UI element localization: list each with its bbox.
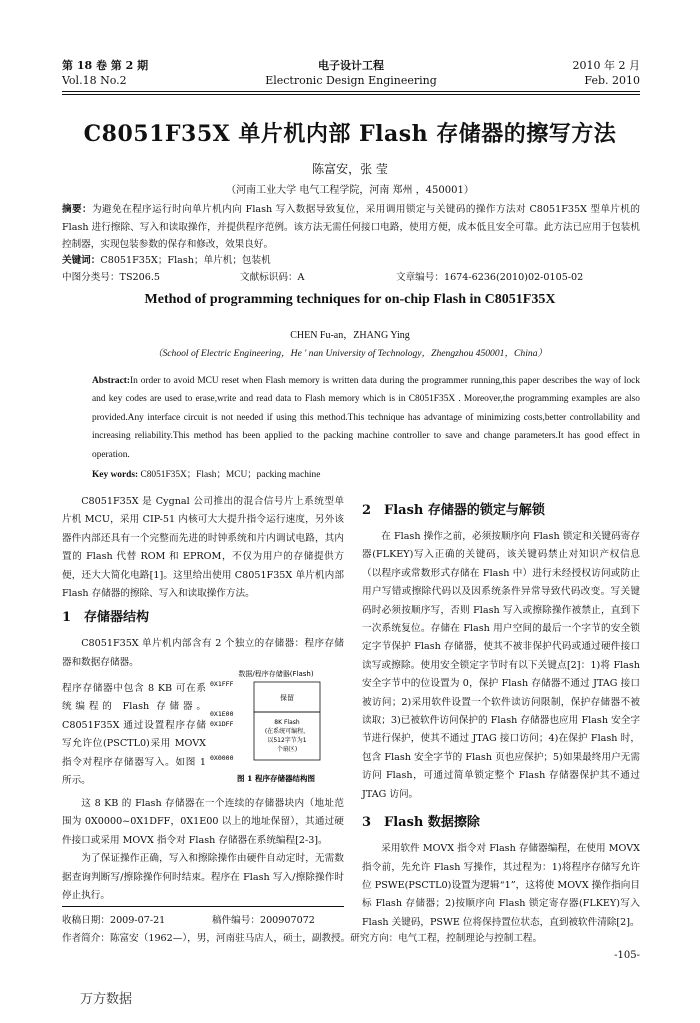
section-1-title: 存储器结构 bbox=[84, 610, 150, 626]
abstract-cn-label: 摘要： bbox=[62, 204, 93, 215]
keywords-en bbox=[92, 466, 640, 480]
affiliation-cn: （河南工业大学 电气工程学院，河南 郑州 ，450001） bbox=[226, 185, 474, 196]
abstract-cn bbox=[62, 201, 640, 254]
section-1-paragraph-2: 这 8 KB 的 Flash 存储器在一个连续的存储器块内（地址范围为 0X0000~0X1DFF，0X1E00 以上的地址保留），其通过硬件接口或采用 MOVX 指令对 Flash 存储器在系统编程[2-3]。 bbox=[62, 798, 344, 846]
section-3-title: Flash 数据擦除 bbox=[384, 815, 480, 831]
reserved-label: 保留 bbox=[280, 694, 294, 702]
received-date: 收稿日期：2009-07-21 bbox=[62, 915, 166, 926]
title-cn: C8051F35X 单片机内部 Flash 存储器的擦写方法 bbox=[83, 121, 617, 147]
affiliation-en: （School of Electric Engineering，He ' nan University of Technology，Zhengzhou 450001，China） bbox=[152, 348, 548, 359]
section-1-paragraph-3: 为了保证操作正确，写入和擦除操作由硬件自动定时，无需数据查询判断写/擦除操作何时结束。程序在 Flash 写入/擦除操作时停止执行。 bbox=[62, 853, 344, 902]
right-column bbox=[362, 496, 640, 932]
author-bio: 作者简介：陈富安（1962—），男，河南驻马店人，硕士，副教授。研究方向：电气工程，控制理论与控制工程。 bbox=[62, 933, 543, 944]
article-number: 文章编号：1674-6236(2010)02-0105-02 bbox=[396, 272, 584, 283]
addr-1fff: 0X1FFF bbox=[210, 680, 234, 688]
watermark: 万方数据 bbox=[80, 992, 133, 1007]
section-2-heading bbox=[362, 500, 640, 522]
journal-name bbox=[62, 58, 640, 88]
section-1-number: 1 bbox=[62, 610, 72, 626]
memory-map-diagram bbox=[206, 664, 346, 789]
flash-label-3: 以512字节为1 bbox=[267, 737, 307, 744]
flash-label-2: (在系统可编程， bbox=[264, 728, 310, 735]
section-1-heading bbox=[62, 607, 344, 629]
footnote-rule bbox=[62, 906, 344, 907]
flash-label-4: 个扇区) bbox=[276, 746, 298, 753]
volume-cn: 第 18 卷 第 2 期 bbox=[62, 59, 149, 72]
abstract-cn-text: 为避免在程序运行时向单片机内向 Flash 写入数据导致复位，采用调用锁定与关键码的操作方法对 C8051F35X 型单片机的 Flash 进行擦除、写入和读取操作，并提供程序范例。该方法无需任何接口电路，使用方便，成本低且安全可靠。此方法已应用于包装机控制器，实现包装参数的保存和修改，效果良好。 bbox=[62, 204, 641, 250]
title-en: Method of programming techniques for on-chip Flash in C8051F35X bbox=[144, 292, 556, 307]
addr-1e00: 0X1E00 bbox=[210, 710, 234, 718]
section-3-paragraph-1: 采用软件 MOVX 指令对 Flash 存储器编程，在使用 MOVX 指令前，先允许 Flash 写操作，其过程为：1)将程序存储写允许位 PSWE(PSCTL0)设置为逻辑“1”，这将使 MOVX 操作指向目标 Flash 存储器；2)按顺序向 Flash 锁定寄存器(FLKEY)写入 Flash 关键码，PSWE 位将保持置位状态，直到被软件清除[2]。 bbox=[362, 843, 640, 928]
section-2-paragraph-1: 在 Flash 操作之前，必须按顺序向 Flash 锁定和关键码寄存器(FLKEY)写入正确的关键码，该关键码禁止对知识产权信息（以程序或常数形式存储在 Flash 中）进行未经授权访问或防止用户写错或擦除代码以及因系统条件异常导致代码改变。写关键码时必须按顺序写，否则 Flash 写入或擦除操作被禁止，直到下一次系统复位。存储在 Flash 用户空间的最后一个字节的安全锁定字节保护 Flash 存储器，使其不被非保护代码或通过硬件接口读写或擦除。使用安全锁定字节时有以下关键点[2]：1)将 Flash 安全字节中的位设置为 0，保护 Flash 存储器不通过 JTAG 接口被访问；2)采用软件设置一个软件读访问限制，保护存储器不被读取；3)已被软件访问保护的 Flash 存储器也应用 Flash 安全字节进行保护，使其不通过 JTAG 接口访问；4)在保护 Flash 时，包含 Flash 安全字节的 Flash 页也应保护；5)如果最终用户无需访问 Flash，可通过简单锁定整个 Flash 存储器保护其不通过 JTAG 访问。 bbox=[362, 531, 640, 800]
section-1-paragraph-1-top: C8051F35X 单片机内部含有 2 个独立的存储器：程序存储器和数据存储器。 bbox=[62, 638, 344, 668]
volume-en: Vol.18 No.2 bbox=[62, 74, 127, 87]
section-2-number: 2 bbox=[362, 503, 372, 518]
intro-paragraph: C8051F35X 是 Cygnal 公司推出的混合信号片上系统型单片机 MCU，采用 CIP-51 内核可大大提升指令运行速度，另外该器件内部还具有一个完整而先进的时钟系统和片内调试电路，其内置的 Flash 代替 ROM 和 EPROM，不仅为用户的存储提供方便，还大大简化电路[1]。这里给出使用 C8051F35X 单片机内部 Flash 存储器的擦除、写入和读取操作方法。 bbox=[62, 496, 344, 600]
keywords-cn-label: 关键词： bbox=[62, 255, 101, 266]
header-rule-thin bbox=[62, 94, 640, 95]
manuscript-number: 稿件编号：200907072 bbox=[212, 915, 315, 926]
header-rule-thick bbox=[62, 91, 640, 92]
abstract-en bbox=[92, 372, 640, 464]
received-row bbox=[62, 912, 640, 928]
addr-0000: 0X0000 bbox=[210, 754, 234, 762]
keywords-cn bbox=[62, 252, 640, 270]
page-number: -105- bbox=[614, 950, 640, 961]
document-code: 文献标识码：A bbox=[240, 272, 305, 283]
flash-label-1: 8K Flash bbox=[274, 719, 300, 726]
issue-date bbox=[573, 58, 640, 88]
section-3-number: 3 bbox=[362, 815, 372, 831]
journal-en: Electronic Design Engineering bbox=[265, 74, 437, 87]
date-cn: 2010 年 2 月 bbox=[572, 59, 640, 72]
authors-cn: 陈富安，张 莹 bbox=[312, 162, 388, 176]
addr-1dff: 0X1DFF bbox=[210, 720, 234, 728]
keywords-cn-text: C8051F35X；Flash；单片机；包装机 bbox=[100, 255, 271, 266]
section-1-paragraph-1-side: 程序存储器中包含 8 KB 可在系统编程的 Flash 存储器。C8051F35X 通过设置程序存储写允许位(PSCTL0)采用 MOVX 指令对程序存储器写入。如图 1 所示。 bbox=[62, 683, 206, 787]
figure-1-caption: 图 1 程序存储器结构图 bbox=[237, 774, 315, 783]
date-en: Feb. 2010 bbox=[584, 74, 640, 87]
figure-1 bbox=[206, 664, 346, 789]
section-2-title: Flash 存储器的锁定与解锁 bbox=[384, 503, 545, 518]
clc-number: 中图分类号：TS206.5 bbox=[62, 272, 160, 283]
classification-row bbox=[62, 269, 640, 285]
section-3-heading bbox=[362, 812, 640, 834]
left-column-lower bbox=[62, 795, 344, 905]
abstract-en-label: Abstract: bbox=[92, 376, 131, 386]
journal-cn: 电子设计工程 bbox=[318, 59, 384, 72]
figure-1-title: 数据/程序存储器(Flash) bbox=[238, 670, 314, 678]
keywords-en-text: C8051F35X；Flash；MCU；packing machine bbox=[140, 470, 321, 480]
left-column bbox=[62, 493, 344, 672]
authors-en: CHEN Fu-an，ZHANG Ying bbox=[290, 330, 410, 341]
keywords-en-label: Key words: bbox=[92, 470, 139, 480]
abstract-en-text: In order to avoid MCU reset when Flash memory is written data during the programmer running,this paper describes the way of lock and key codes are used to erase,write and read data to Flash memory which is in C8051F35X . Moreover,the programming examples are also provided.Any interface circuit is not needed if using this method.This technique has advantage of minimizing costs,better controllability and increasing reliability.This method has been applied to the packing machine controller to save and change parameters.It has good effect in operation. bbox=[92, 376, 640, 460]
